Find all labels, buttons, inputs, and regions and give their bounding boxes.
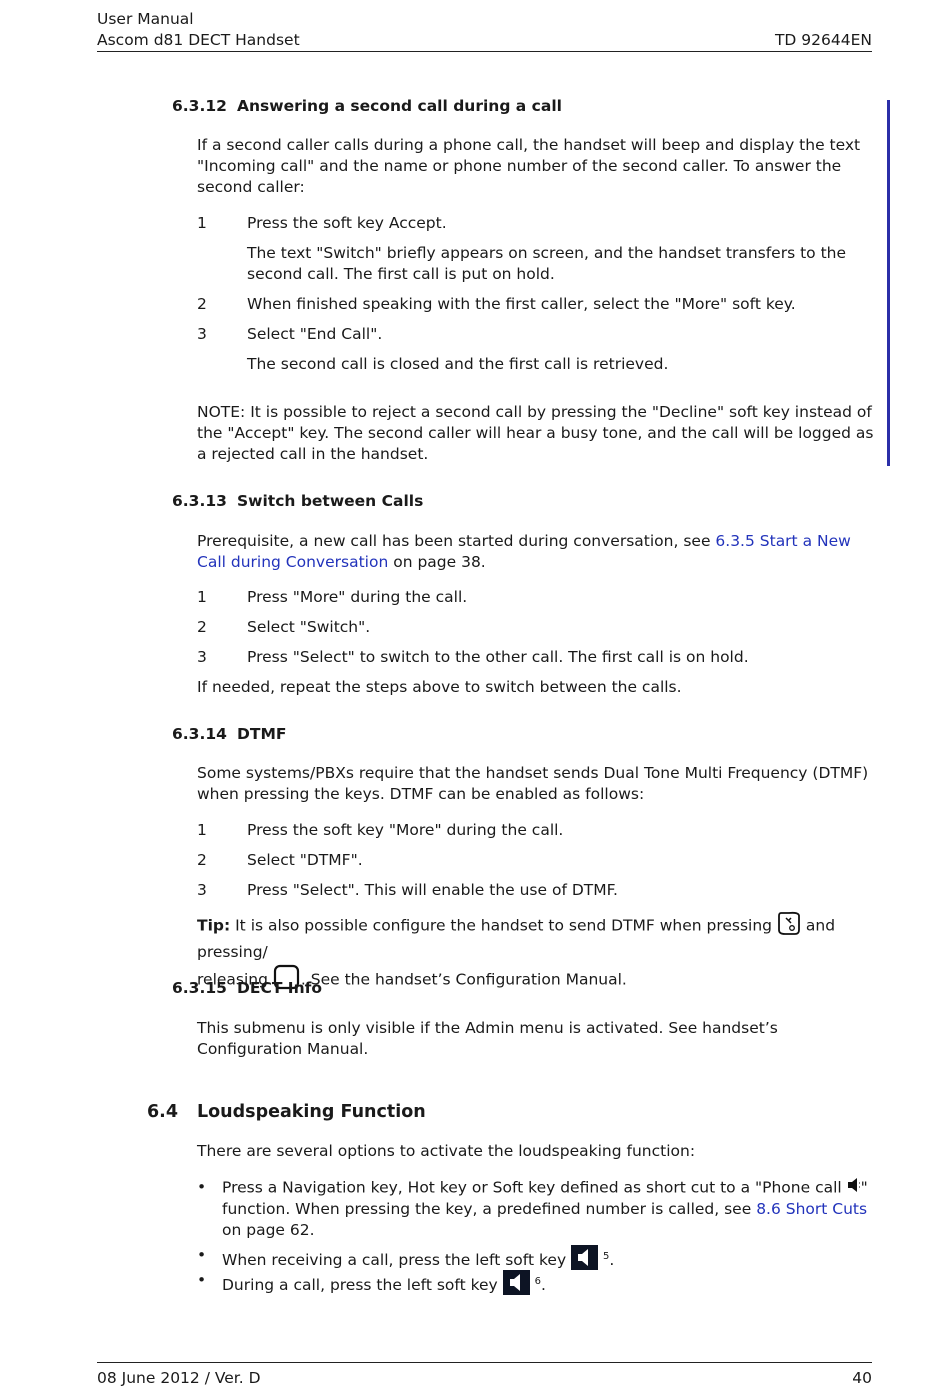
step-note: The second call is closed and the first call is retrieved. [247, 355, 669, 373]
tip-label: Tip: [197, 916, 231, 935]
step-number: 3 [197, 325, 207, 343]
step-text: Press "Select" to switch to the other call. The first call is on hold. [247, 648, 749, 666]
step-number: 2 [197, 851, 207, 869]
list-item [197, 294, 877, 315]
section-number: 6.4 [147, 1102, 179, 1122]
step-number: 1 [197, 821, 207, 839]
step-text: Press the soft key "More" during the call. [247, 821, 564, 839]
footnote-ref: 6 [534, 1275, 541, 1287]
step-number: 3 [197, 648, 207, 666]
section-number: 6.3.14 [172, 725, 227, 743]
list-item [197, 587, 877, 608]
tip-text: . See the handset’s Configuration Manual. [300, 970, 627, 989]
page-footer [97, 1362, 872, 1389]
header-doc-id: TD 92644EN [774, 31, 872, 49]
bullet-mark: • [197, 1178, 207, 1196]
section-title: Loudspeaking Function [197, 1102, 426, 1122]
step-text: Select "DTMF". [247, 851, 363, 869]
tip-text: and pressing/ [197, 916, 836, 961]
step-number: 2 [197, 295, 207, 313]
section-title: DECT Info [237, 979, 322, 997]
prereq-page: on page 38. [388, 553, 486, 571]
section-title: Switch between Calls [237, 492, 424, 510]
bullet-text: Press a Navigation key, Hot key or Soft key defined as short cut to a "Phone call " function. When pressing the key, a predefined number is called, see 8.6 Short Cuts on page 62. [222, 1178, 868, 1239]
list-item [197, 324, 877, 345]
tip-text: It is also possible configure the handset to send DTMF when pressing [230, 916, 777, 935]
list-item [197, 1177, 877, 1241]
list-item [197, 820, 877, 841]
header-manual-type: User Manual [97, 10, 194, 28]
footer-date: 08 June 2012 / Ver. D [97, 1369, 261, 1387]
list-item [197, 647, 877, 668]
page-header [97, 9, 872, 52]
step-text: Select "Switch". [247, 618, 371, 636]
paragraph: This submenu is only visible if the Admin menu is activated. See handset’s Configuration Manual. [197, 1019, 778, 1058]
list-item [197, 850, 877, 871]
step-text: Press the soft key Accept. [247, 214, 447, 232]
step-text: Press "Select". This will enable the use of DTMF. [247, 881, 618, 899]
list-item [197, 1270, 877, 1301]
speaker-icon [847, 1177, 861, 1199]
prereq-text: Prerequisite, a new call has been started during conversation, see [197, 532, 716, 550]
list-item [197, 880, 877, 901]
page-number: 40 [852, 1369, 872, 1387]
step-number: 3 [197, 881, 207, 899]
speaker-icon [503, 1270, 530, 1301]
bullet-mark: • [197, 1271, 207, 1289]
list-item [197, 617, 877, 638]
section-heading-6-4 [147, 1102, 426, 1123]
step-number: 1 [197, 588, 207, 606]
note-paragraph: NOTE: It is possible to reject a second call by pressing the "Decline" soft key instead of the "Accept" key. The second caller will hear a busy tone, and the call will be logged as a rejected call in the handset. [197, 403, 874, 463]
bullet-mark: • [197, 1246, 207, 1264]
section-heading-6-3-15 [172, 978, 322, 999]
cross-reference-link[interactable]: 6.3.5 Start a New Call during Conversation [197, 532, 851, 571]
section-heading-6-3-13 [172, 491, 423, 512]
header-product: Ascom d81 DECT Handset [97, 31, 300, 49]
paragraph: There are several options to activate the loudspeaking function: [197, 1142, 696, 1160]
step-number: 1 [197, 214, 207, 232]
section-title: Answering a second call during a call [237, 97, 562, 115]
step-text: Select "End Call". [247, 325, 383, 343]
step-number: 2 [197, 618, 207, 636]
section-number: 6.3.12 [172, 97, 227, 115]
section-title: DTMF [237, 725, 287, 743]
cross-reference-link[interactable]: 8.6 Short Cuts [756, 1200, 868, 1218]
step-text: Press "More" during the call. [247, 588, 468, 606]
paragraph: If needed, repeat the steps above to switch between the calls. [197, 678, 682, 696]
list-item [197, 213, 877, 234]
change-bar [887, 100, 890, 466]
section-heading-6-3-12 [172, 96, 562, 117]
paragraph [197, 531, 877, 573]
bullet-text: During a call, press the left soft key $^6$. [222, 1270, 877, 1301]
step-text: When finished speaking with the first caller, select the "More" soft key. [247, 295, 796, 313]
bullet-text: When receiving a call, press the left soft key $^5$. [222, 1245, 877, 1276]
tip-text: releasing [197, 970, 273, 989]
hash-key-icon [777, 910, 801, 942]
section-number: 6.3.13 [172, 492, 227, 510]
paragraph: If a second caller calls during a phone call, the handset will beep and display the text "Incoming call" and the name or phone number of the second caller. To answer the second caller: [197, 136, 861, 196]
footnote-ref: 5 [602, 1250, 610, 1262]
section-number: 6.3.15 [172, 979, 227, 997]
paragraph: Some systems/PBXs require that the handset sends Dual Tone Multi Frequency (DTMF) when pressing the keys. DTMF can be enabled as follows: [197, 764, 869, 803]
step-note: The text "Switch" briefly appears on screen, and the handset transfers to the second call. The first call is put on hold. [247, 244, 847, 283]
section-heading-6-3-14 [172, 724, 286, 745]
